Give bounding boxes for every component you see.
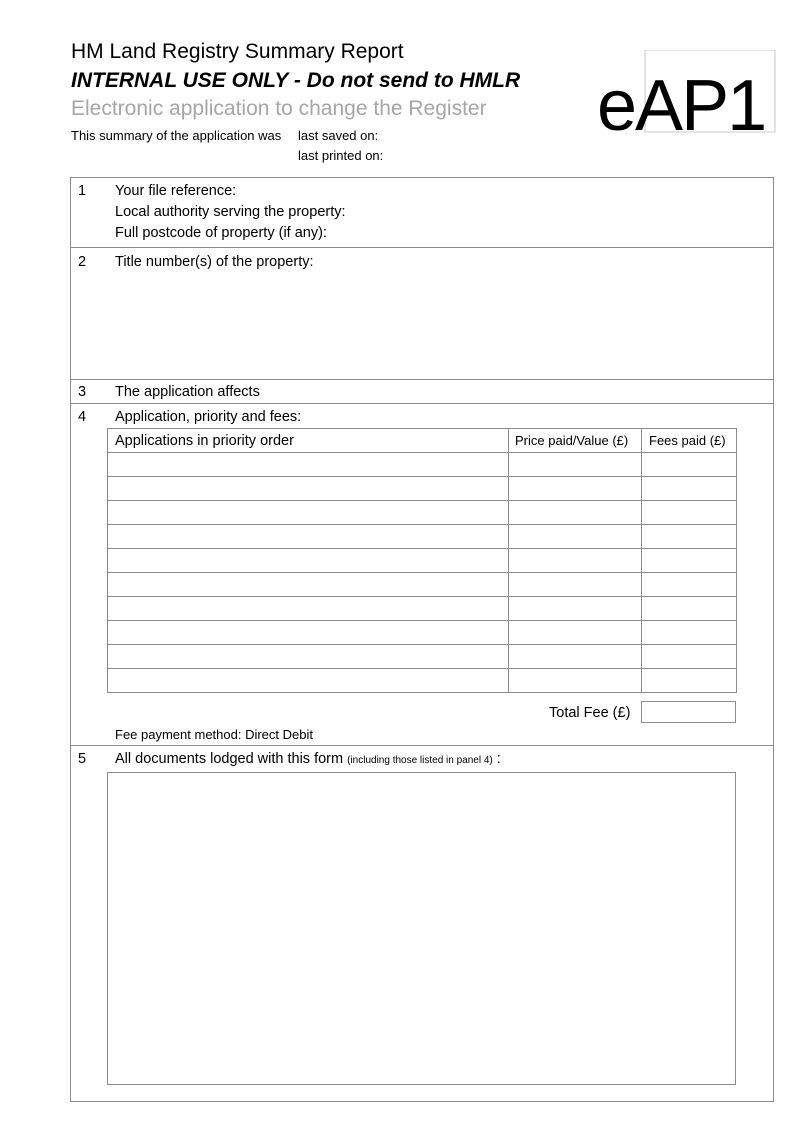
application-cell[interactable] [108, 645, 509, 669]
internal-use-notice: INTERNAL USE ONLY - Do not send to HMLR [71, 69, 521, 92]
last-saved-label: last saved on: [298, 128, 379, 143]
table-row [108, 549, 737, 573]
price-cell[interactable] [509, 597, 642, 621]
column-header-price: Price paid/Value (£) [509, 429, 642, 453]
application-cell[interactable] [108, 573, 509, 597]
table-row [108, 621, 737, 645]
table-row [108, 669, 737, 693]
price-cell[interactable] [509, 525, 642, 549]
fee-cell[interactable] [642, 549, 737, 573]
application-cell[interactable] [108, 501, 509, 525]
documents-lodged-label: All documents lodged with this form [115, 751, 344, 767]
application-cell[interactable] [108, 621, 509, 645]
table-row [108, 453, 737, 477]
summary-label: This summary of the application was [71, 128, 282, 143]
price-cell[interactable] [509, 645, 642, 669]
application-cell[interactable] [108, 477, 509, 501]
table-row [108, 525, 737, 549]
table-header-row [108, 429, 737, 453]
postcode-label: Full postcode of property (if any): [115, 225, 327, 241]
title-numbers-label: Title number(s) of the property: [115, 254, 314, 270]
price-cell[interactable] [509, 453, 642, 477]
application-cell[interactable] [108, 549, 509, 573]
report-title: HM Land Registry Summary Report [71, 40, 404, 63]
panel-1-number: 1 [78, 183, 87, 199]
fee-cell[interactable] [642, 669, 737, 693]
price-cell[interactable] [509, 477, 642, 501]
column-header-applications: Applications in priority order [108, 429, 509, 453]
column-header-fees: Fees paid (£) [642, 429, 737, 453]
file-reference-label: Your file reference: [115, 183, 237, 199]
price-cell[interactable] [509, 501, 642, 525]
fee-cell[interactable] [642, 453, 737, 477]
panel-3-number: 3 [78, 384, 87, 400]
table-row [108, 477, 737, 501]
table-row [108, 501, 737, 525]
table-row [108, 597, 737, 621]
price-cell[interactable] [509, 621, 642, 645]
price-cell[interactable] [509, 669, 642, 693]
application-affects-label: The application affects [115, 384, 260, 400]
documents-lodged-suffix: : [496, 751, 501, 767]
divider-1-2 [70, 247, 774, 248]
total-fee-label: Total Fee (£) [549, 705, 631, 721]
total-fee-field[interactable] [641, 701, 736, 723]
form-subtitle: Electronic application to change the Register [71, 97, 487, 120]
form-code-text: eAP1 [597, 66, 766, 140]
fee-cell[interactable] [642, 573, 737, 597]
fee-cell[interactable] [642, 645, 737, 669]
application-cell[interactable] [108, 669, 509, 693]
price-cell[interactable] [509, 573, 642, 597]
application-cell[interactable] [108, 453, 509, 477]
table-row [108, 645, 737, 669]
documents-lodged-heading [115, 751, 501, 767]
divider-3-4 [70, 403, 774, 404]
fee-cell[interactable] [642, 525, 737, 549]
form-code-logo [597, 50, 779, 140]
applications-table [107, 428, 737, 693]
fee-cell[interactable] [642, 501, 737, 525]
documents-lodged-field[interactable] [107, 772, 736, 1085]
fee-cell[interactable] [642, 597, 737, 621]
panel-2-number: 2 [78, 254, 87, 270]
panel-5-number: 5 [78, 751, 87, 767]
divider-4-5 [70, 745, 774, 746]
application-fees-label: Application, priority and fees: [115, 409, 302, 425]
fee-cell[interactable] [642, 477, 737, 501]
last-printed-label: last printed on: [298, 148, 384, 163]
local-authority-label: Local authority serving the property: [115, 204, 346, 220]
price-cell[interactable] [509, 549, 642, 573]
fee-cell[interactable] [642, 621, 737, 645]
application-cell[interactable] [108, 525, 509, 549]
fee-payment-method: Fee payment method: Direct Debit [115, 727, 313, 742]
divider-2-3 [70, 379, 774, 380]
application-cell[interactable] [108, 597, 509, 621]
panel-4-number: 4 [78, 409, 87, 425]
table-row [108, 573, 737, 597]
documents-lodged-note: (including those listed in panel 4) [347, 755, 493, 766]
